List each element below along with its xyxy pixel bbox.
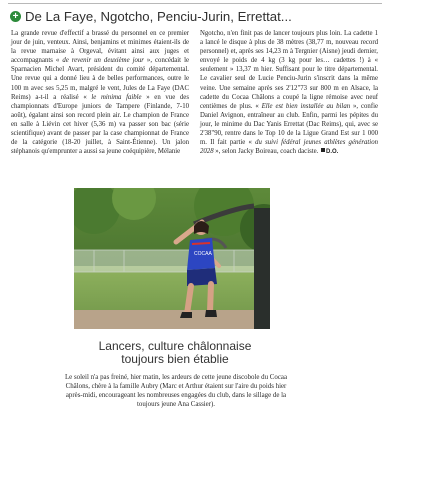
author-signature: D.O. <box>326 149 339 156</box>
headline-text: De La Faye, Ngotcho, Penciu-Jurin, Errettat... <box>25 8 292 24</box>
photo-caption-title <box>60 340 290 366</box>
article-column-right <box>200 29 378 157</box>
jersey-text: COCAA <box>194 251 212 257</box>
top-rule <box>8 3 382 4</box>
column-left-text: La grande revue d'effectif a brassé du personnel en ce premier jour de juin, venteux. Ainsi, benjamins et minimes étaient-ils de la revue marnaise à Orgeval, évitant ainsi aux juges et accompagnants « de revenir un deuxième jour », concédait le Sparnacien Michel Avart, président du comité départemental. Une revue qui a donné lieu à de belles performances, outre le 100 m avec ses 5,25 m, malgré le vent, Jules de La Faye (DAC Reims) a-t-il a réalisé « le minima faible » en vue des championnats d'Europe juniors de Tampere (Finlande, 7-10 août), égalant ainsi son record plein air. Le champion de France en salle à Liévin cet hiver (5,36 m) va passer son bac (série scientifique) avant de passer par la case championnat de France de la catégorie (18-20 juillet, à Saint-Étienne). Un jalon stéphanois qu'emprunter a aussi sa jeune coéquipière, Mélanie <box>11 30 189 156</box>
caption-title-line2: toujours bien établie <box>121 352 229 366</box>
plus-circle-icon: + <box>10 11 21 22</box>
photo-caption-body: Le soleil n'a pas freiné, hier matin, les ardeurs de cette jeune discobole du Cocaa Châlons, chère à la famille Aubry (Marc et Arthur étaient sur l'aire du poids hier après-midi, encourageant les nombreuses engagées du club, dans le sillage de la toujours jeune Ana Cassier). <box>64 374 288 408</box>
athlete-photo <box>74 188 270 329</box>
end-mark-icon <box>321 148 325 152</box>
article-column-left <box>11 29 189 156</box>
column-right-text: Ngotcho, n'en finit pas de lancer toujours plus loin. La cadette 1 a lancé le disque à plus de 38 mètres (38,77 m, nouveau record personnel) et, après ses 14,23 m à Tergnier (Aisne) jeudi dernier, envoyé le poids de 4 kg (3 kg pour les… cadettes !) à « seulement » 13,37 m hier. Suffisant pour le titre départemental. Le cavalier seul de Lucie Penciu-Jurin s'inscrit dans la même veine. Une semaine après ses 2'12"73 sur 800 m en Alsace, la cadette du Cocaa Châlons a coupé la ligne rémoise avec neuf centièmes de plus. « Elle est bien installée au bilan », confie Daniel Avignon, entraîneur au club. Enfin, parmi les pépites du jour, le minime du Dac Yanis Errettat (Dac Reims), qui, avec se 2'38"90, rentre dans le Top 10 de la Ligue Grand Est sur 1 000 m. Il fait partie « du suivi fédéral jeunes athlètes génération 2028 », selon Jacky Boireau, coach daciste. D.O. <box>200 30 379 156</box>
article-headline <box>10 8 390 24</box>
athlete-photo-illustration <box>74 188 270 329</box>
caption-title-line1: Lancers, culture châlonnaise <box>98 339 252 353</box>
